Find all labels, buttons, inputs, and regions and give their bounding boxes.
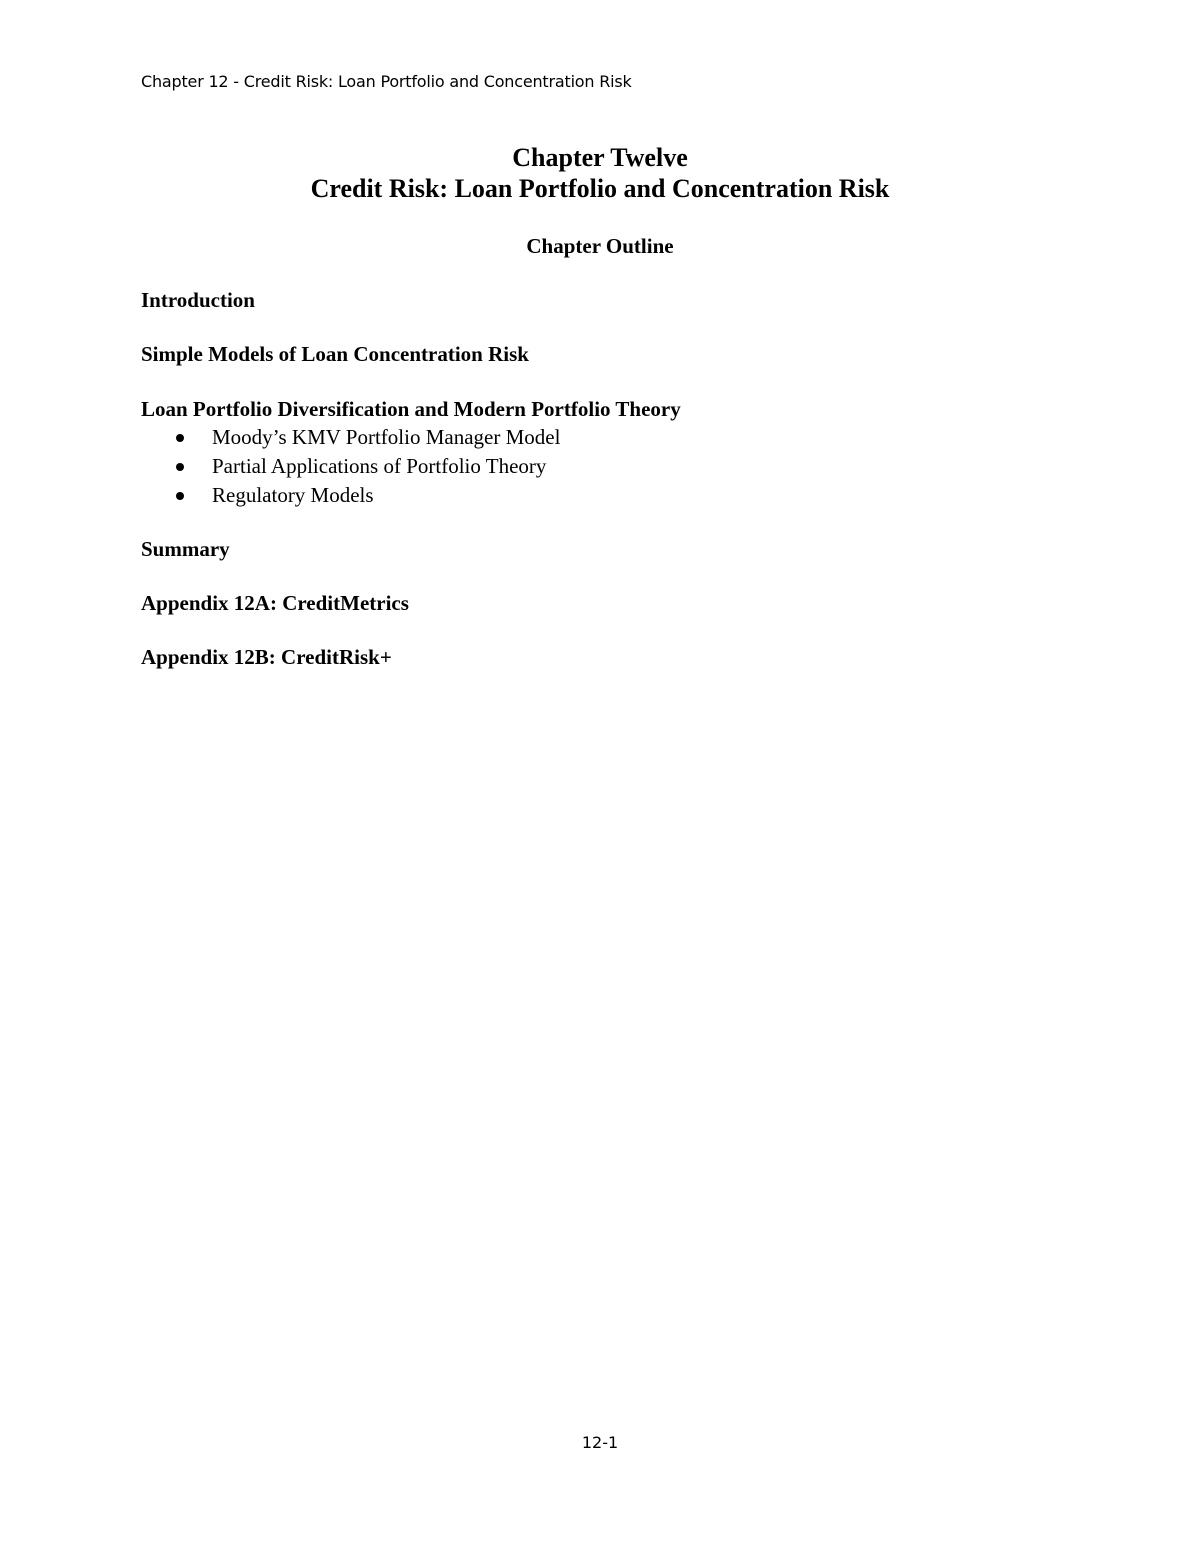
bullet-icon <box>176 434 184 442</box>
bullet-icon <box>176 463 184 471</box>
chapter-number-title: Chapter Twelve <box>512 143 688 172</box>
section-summary: Summary <box>141 537 230 561</box>
list-item-text: Moody’s KMV Portfolio Manager Model <box>212 425 561 449</box>
list-item <box>141 481 560 510</box>
section-portfolio-diversification: Loan Portfolio Diversification and Modern Portfolio Theory <box>141 397 681 421</box>
chapter-subject-title: Credit Risk: Loan Portfolio and Concentration Risk <box>310 174 890 203</box>
section-simple-models: Simple Models of Loan Concentration Risk <box>141 342 529 366</box>
running-header: Chapter 12 - Credit Risk: Loan Portfolio and Concentration Risk <box>141 72 632 91</box>
section-appendix-12a: Appendix 12A: CreditMetrics <box>141 591 409 615</box>
chapter-title <box>0 142 1200 204</box>
section-introduction: Introduction <box>141 288 255 312</box>
list-item <box>141 452 560 481</box>
subsection-list <box>141 423 560 510</box>
section-appendix-12b: Appendix 12B: CreditRisk+ <box>141 645 392 669</box>
list-item <box>141 423 560 452</box>
list-item-text: Partial Applications of Portfolio Theory <box>212 454 547 478</box>
list-item-text: Regulatory Models <box>212 483 374 507</box>
page-number: 12-1 <box>581 1433 619 1452</box>
bullet-icon <box>176 492 184 500</box>
outline-heading: Chapter Outline <box>526 234 674 258</box>
